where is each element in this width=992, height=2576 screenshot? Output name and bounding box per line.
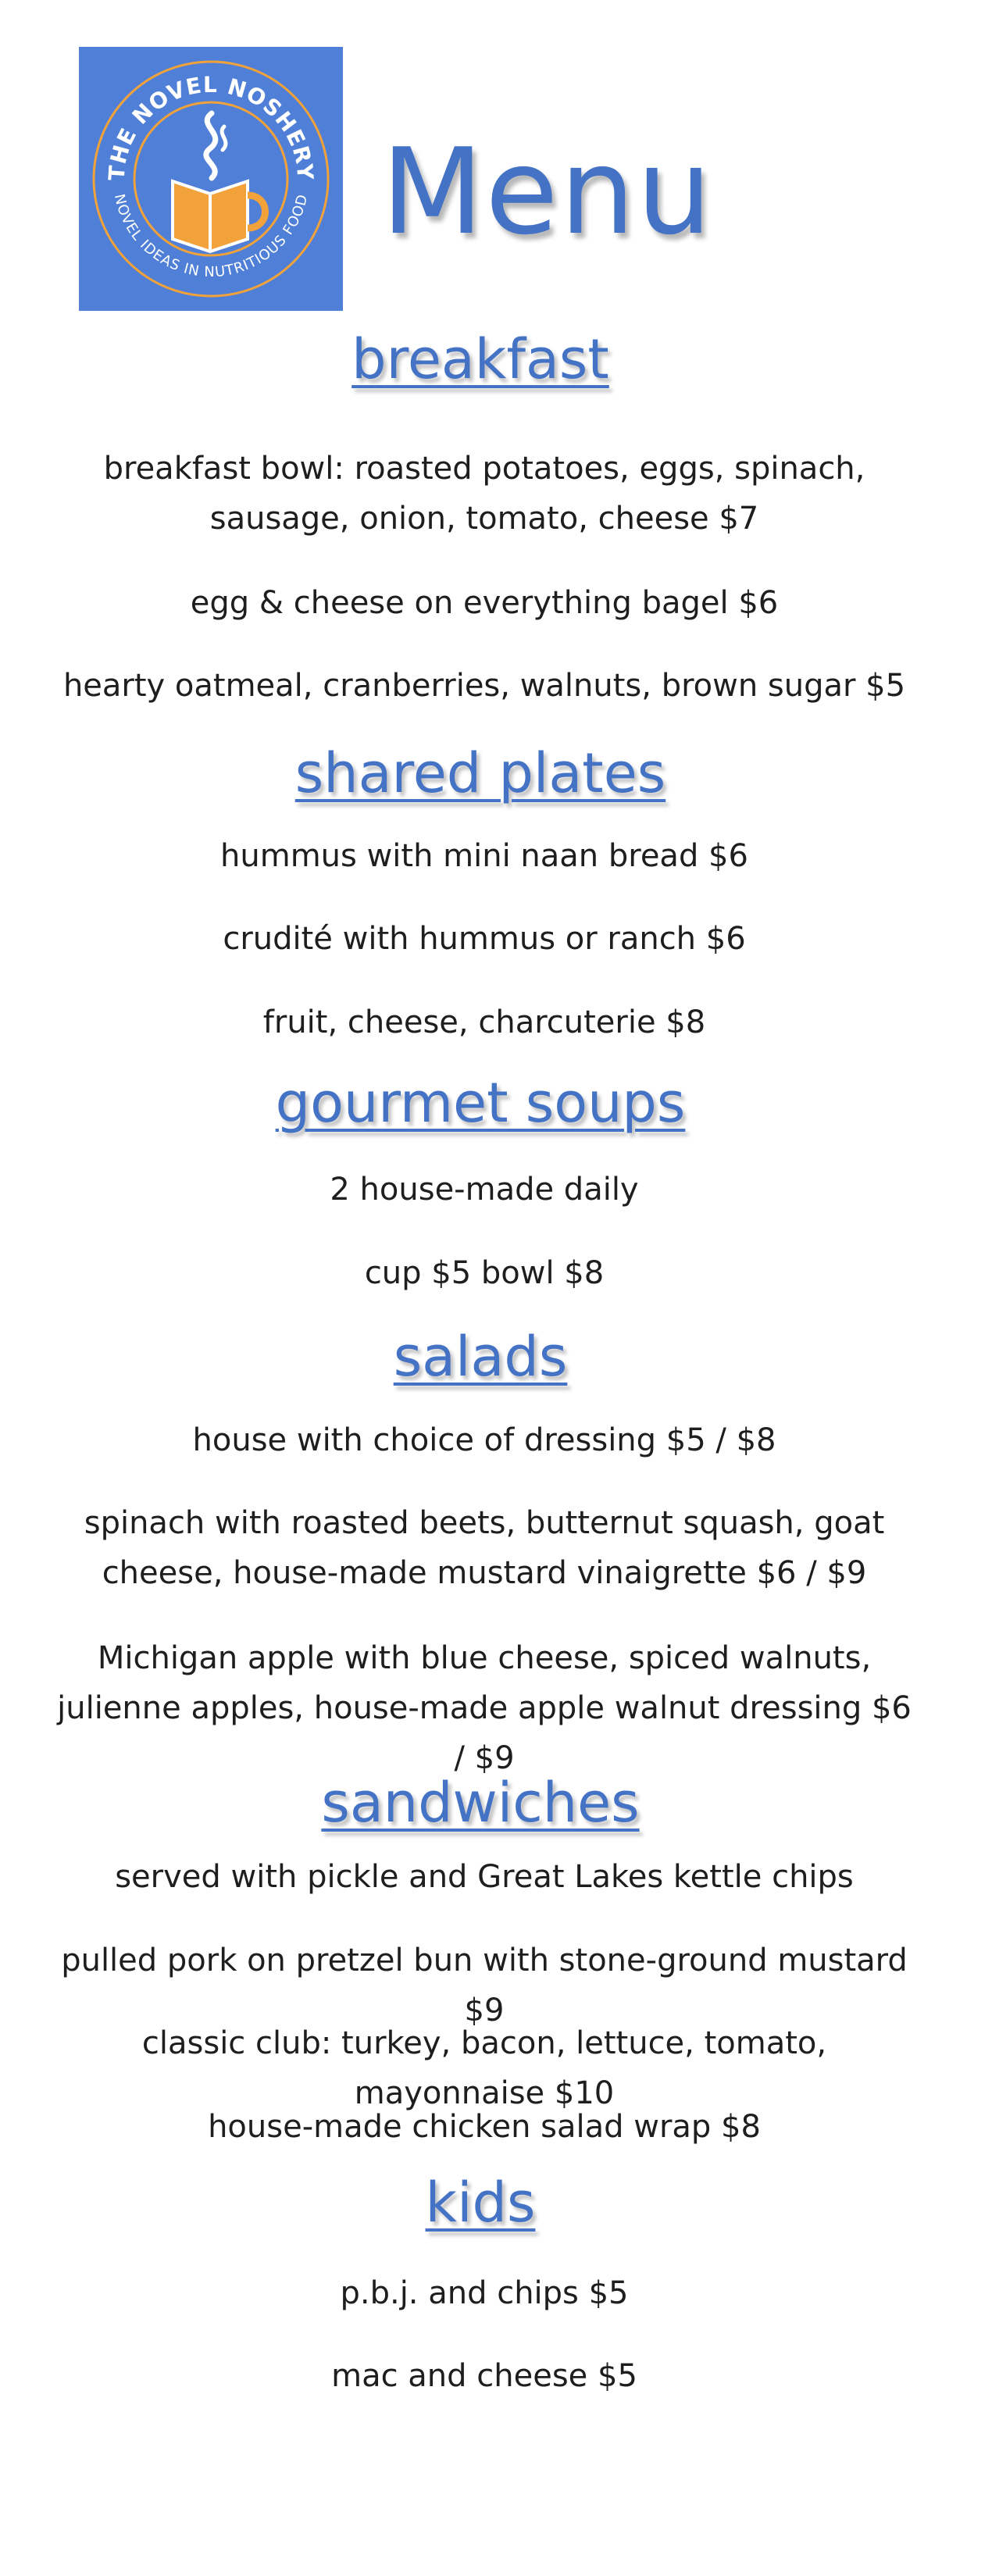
section-heading-sandwiches: sandwiches	[321, 1771, 640, 1835]
menu-item: classic club: turkey, bacon, lettuce, tomato, mayonnaise $10	[141, 2025, 827, 2111]
menu-item: cup $5 bowl $8	[364, 1255, 605, 1291]
menu-item: fruit, cheese, charcuterie $8	[262, 1004, 706, 1040]
menu-item: house with choice of dressing $5 / $8	[192, 1422, 776, 1458]
menu-item: hearty oatmeal, cranberries, walnuts, brown sugar $5	[62, 668, 906, 704]
menu-item: 2 house-made daily	[330, 1172, 639, 1208]
menu-title: Menu	[381, 123, 714, 261]
menu-item: house-made chicken salad wrap $8	[208, 2109, 761, 2145]
menu-item: Michigan apple with blue cheese, spiced walnuts, julienne apples, house-made apple walnut dressing $6 / $9	[57, 1640, 912, 1776]
logo-bottom-text: NOVEL IDEAS IN NUTRITIOUS FOOD	[110, 192, 312, 281]
section-heading-salads: salads	[393, 1325, 568, 1389]
section-heading-gourmet-soups: gourmet soups	[275, 1071, 686, 1135]
noshery-logo	[79, 47, 343, 311]
logo-emblem-icon	[79, 47, 343, 311]
menu-item: spinach with roasted beets, butternut squash, goat cheese, house-made mustard vinaigrette $6 / $9	[84, 1505, 885, 1591]
logo-top-text: THE NOVEL NOSHERY	[103, 71, 319, 182]
section-heading-breakfast: breakfast	[351, 327, 609, 391]
menu-item: p.b.j. and chips $5	[340, 2275, 629, 2311]
menu-item: egg & cheese on everything bagel $6	[190, 585, 779, 621]
section-heading-kids: kids	[425, 2171, 536, 2235]
menu-item: mac and cheese $5	[331, 2358, 637, 2394]
menu-item: crudité with hummus or ranch $6	[223, 921, 746, 957]
menu-item: served with pickle and Great Lakes kettle chips	[115, 1859, 854, 1895]
menu-item: pulled pork on pretzel bun with stone-ground mustard $9	[61, 1943, 908, 2028]
menu-item: breakfast bowl: roasted potatoes, eggs, spinach, sausage, onion, tomato, cheese $7	[103, 451, 865, 537]
section-heading-shared-plates: shared plates	[294, 741, 666, 805]
menu-item: hummus with mini naan bread $6	[220, 838, 748, 874]
